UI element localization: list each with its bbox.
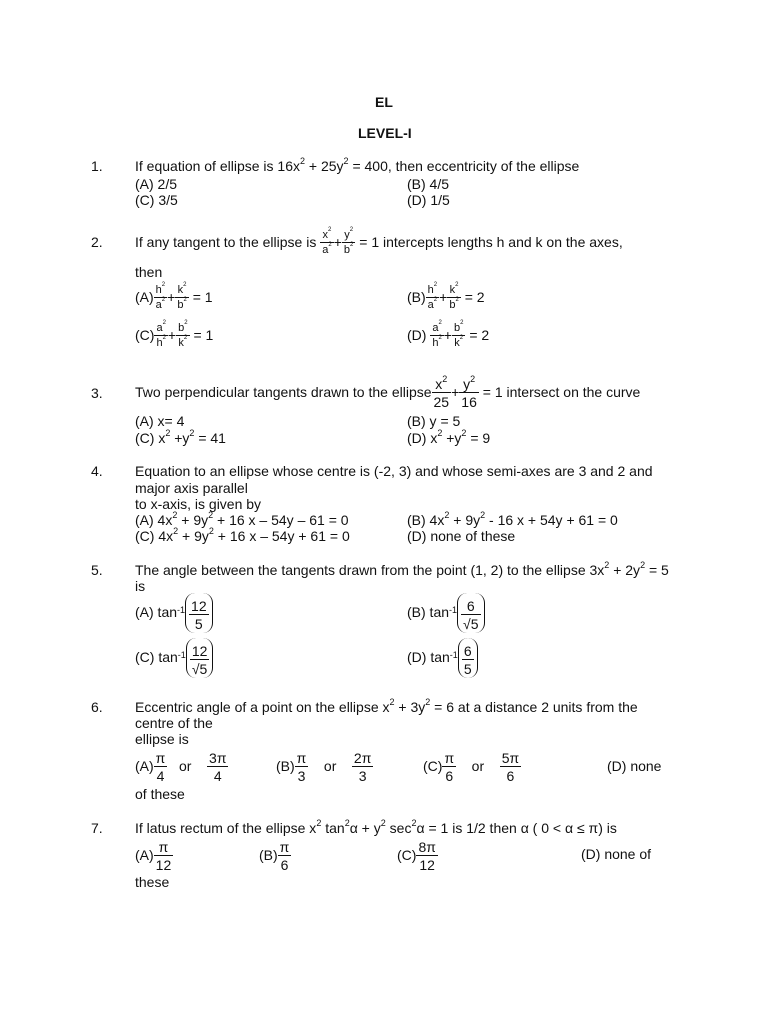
- q4-stem-line-1: Equation to an ellipse whose centre is (-2, 3) and whose semi-axes are 3 and 2 and: [135, 463, 653, 479]
- q6-option-d-tail: of these: [135, 786, 185, 802]
- q4-option-b[interactable]: (B) $4x^2 + 9y^2 - 16$ x + 54y + 61 = 0: [407, 510, 618, 528]
- q2-then: then: [135, 264, 163, 280]
- q1-stem: If equation of ellipse is $16x^2 + 25y^2 = 400$, then eccentricity of the ellipse: [135, 156, 580, 174]
- q3-option-d[interactable]: (D) $x^2 +y^2 = 9$: [407, 428, 491, 446]
- q4-option-a[interactable]: (A) $4x^2 + 9y^2 + 16$ x – 54y – 61 = 0: [135, 510, 349, 528]
- q7-option-b[interactable]: (B) $\frac{\pi}{6}$: [259, 839, 290, 874]
- q3-option-b[interactable]: (B) y = 5: [407, 413, 461, 429]
- q7-option-d[interactable]: (D) none of: [581, 846, 652, 862]
- q7-option-a[interactable]: (A) $\frac{\pi}{12}$: [135, 839, 172, 874]
- q7-option-c[interactable]: (C) $\frac{8\pi}{12}$: [397, 839, 436, 874]
- q3-option-c[interactable]: (C) $x^2 +y^2 = 41$: [135, 428, 226, 446]
- q5-number: 5.: [91, 562, 103, 578]
- q5-option-c[interactable]: (C) $\tan^{-1}$ $\frac{12}{√5}$: [135, 637, 213, 678]
- q1-option-a[interactable]: (A) 2/5: [135, 176, 178, 192]
- q5-option-a[interactable]: (A) $\tan^{-1}$ $\frac{12}{5}$: [135, 592, 213, 633]
- q1-option-b[interactable]: (B) 4/5: [407, 176, 450, 192]
- q7-number: 7.: [91, 820, 103, 836]
- q1-option-d[interactable]: (D) 1/5: [407, 192, 450, 208]
- q3-stem: Two perpendicular tangents drawn to the ellipse $\frac{x^2}{25}$ + $\frac{y^2}{16}$ = 1 intersect on the curve: [135, 374, 641, 411]
- q6-option-a[interactable]: (A) $\frac{\pi}{4}$ or $\frac{3\pi}{4}$: [135, 750, 227, 785]
- q4-option-d[interactable]: (D) none of these: [407, 528, 516, 544]
- q5-is: is: [135, 578, 146, 594]
- q3-option-a[interactable]: (A) x= 4: [135, 413, 185, 429]
- q7-stem: If latus rectum of the ellipse $x^2$ $\tan^2\alpha + y^2$ $\sec^2\alpha = 1$ is 1/2 then α ( 0 < α ≤ π) is: [135, 818, 617, 836]
- q5-option-b[interactable]: (B) $\tan^{-1}$ $\frac{6}{√5}$: [407, 592, 485, 633]
- q6-stem-line-3: ellipse is: [135, 731, 189, 747]
- q3-number: 3.: [91, 385, 103, 401]
- q5-option-d[interactable]: (D) $\tan^{-1}$ $\frac{6}{5}$: [407, 637, 478, 678]
- q6-option-b[interactable]: (B) $\frac{\pi}{3}$ or $\frac{2\pi}{3}$: [276, 750, 372, 785]
- q2-stem: If any tangent to the ellipse is $\frac{x^2}{a^2}$ + $\frac{y^2}{b^2}$ = 1 intercepts lengths h and k on the axes,: [135, 227, 623, 257]
- q1-number: 1.: [91, 158, 103, 174]
- page-title: EL: [375, 94, 393, 110]
- q5-stem: The angle between the tangents drawn from the point (1, 2) to the ellipse $3x^2 + 2y^2 = 5$: [135, 560, 669, 578]
- q4-stem-line-3: to x-axis, is given by: [135, 496, 262, 512]
- q6-option-d[interactable]: (D) none: [607, 758, 662, 774]
- q7-option-d-tail: these: [135, 874, 170, 890]
- q6-stem-line-2: centre of the: [135, 715, 213, 731]
- q6-option-c[interactable]: (C) $\frac{\pi}{6}$ or $\frac{5\pi}{6}$: [423, 750, 520, 785]
- q4-stem-line-2: major axis parallel: [135, 480, 248, 496]
- q6-stem: Eccentric angle of a point on the ellipse $x^2 + 3y^2 = 6$ at a distance 2 units from the: [135, 697, 638, 715]
- q2-number: 2.: [91, 234, 103, 250]
- q2-option-a[interactable]: (A) $\frac{h^2}{a^2}$ + $\frac{k^2}{b^2}$ = 1: [135, 282, 213, 312]
- level-heading: LEVEL-I: [358, 125, 412, 141]
- q2-option-c[interactable]: (C) $\frac{a^2}{h^2}$ + $\frac{b^2}{k^2}$ = 1: [135, 320, 214, 350]
- q6-number: 6.: [91, 699, 103, 715]
- q1-option-c[interactable]: (C) 3/5: [135, 192, 178, 208]
- q4-number: 4.: [91, 463, 103, 479]
- q4-option-c[interactable]: (C) $4x^2 + 9y^2 + 16$ x – 54y + 61 = 0: [135, 526, 350, 544]
- q2-option-d[interactable]: (D) $\frac{a^2}{h^2}$ + $\frac{b^2}{k^2}$ = 2: [407, 320, 490, 350]
- q2-option-b[interactable]: (B) $\frac{h^2}{a^2}$ + $\frac{k^2}{b^2}$ = 2: [407, 282, 485, 312]
